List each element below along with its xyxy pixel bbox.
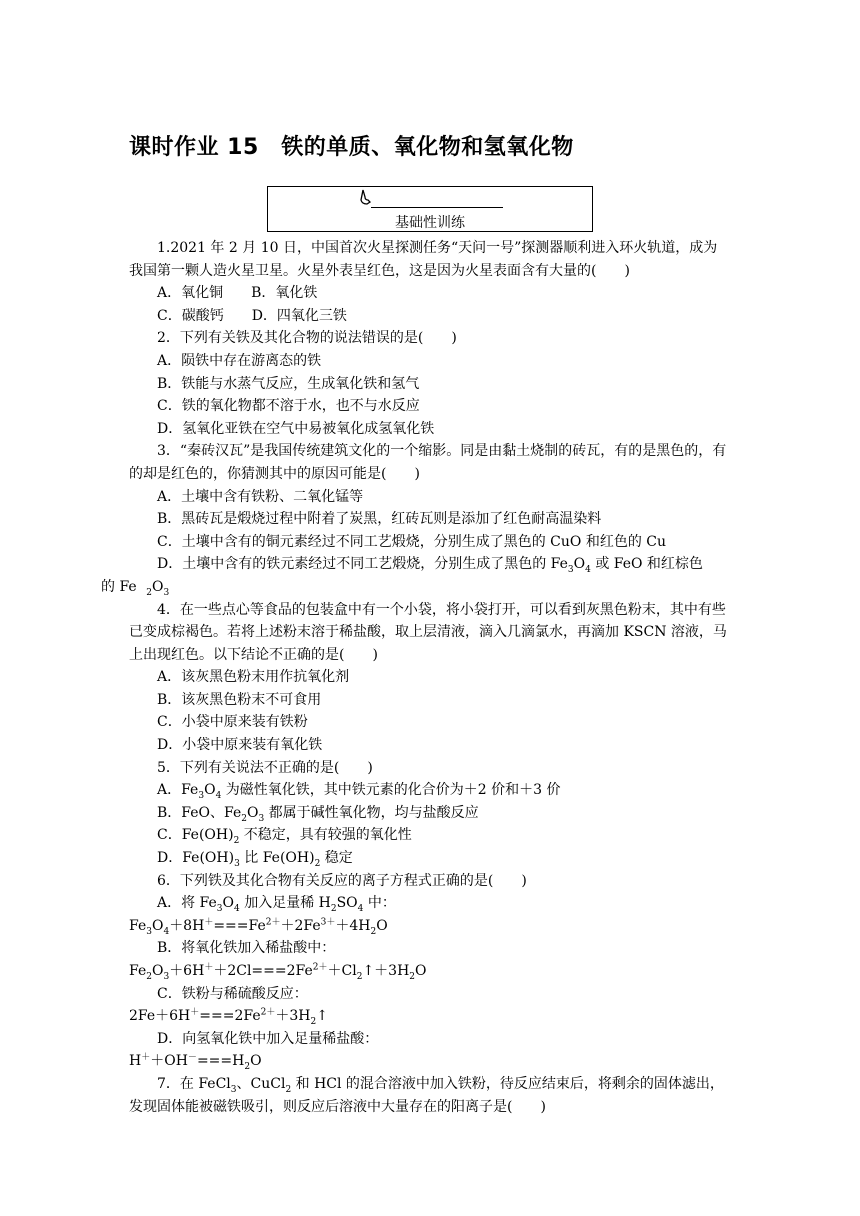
- question-5-option-c: C．$Fe(OH)_2$ 不稳定，具有较强的氧化性: [157, 827, 412, 847]
- question-3-option-d: D．土壤中含有的铁元素经过不同工艺煅烧，分别生成了黑色的 $Fe_3O_4$ 或 FeO 和红棕色 的 Fe $_2O_3$: [101, 556, 703, 598]
- question-2-option-d: D．氢氧化亚铁在空气中易被氧化成氢氧化铁: [157, 420, 435, 437]
- question-5-option-d: D．$Fe(OH)_3$ 比 $Fe(OH)_2$ 稳定: [157, 850, 353, 869]
- question-6-option-a: A．将 $Fe_3O_4$ 加入足量稀 $H_2SO_4$ 中：: [157, 895, 396, 915]
- question-5-option-a: A．$Fe_3O_4$ 为磁性氧化铁，其中铁元素的化合价为＋2 价和＋3 价: [157, 782, 561, 802]
- question-4-option-b: B．该灰黑色粉末不可食用: [157, 691, 322, 708]
- question-6-option-c: C．铁粉与稀硫酸反应：: [157, 985, 308, 1002]
- question-6-equation-c: $2Fe+6H^+===2Fe^{2+}+3H_2↑$: [129, 1007, 328, 1027]
- question-3-option-a: A．土壤中含有铁粉、二氧化锰等: [157, 488, 364, 505]
- section-banner: [267, 186, 593, 232]
- banner-rule: [371, 207, 503, 208]
- question-4-option-d: D．小袋中原来装有氧化铁: [157, 737, 323, 754]
- question-list: [101, 237, 729, 1118]
- question-2-option-c: C．铁的氧化物都不溶于水，也不与水反应: [157, 398, 420, 415]
- question-2-option-b: B．铁能与水蒸气反应，生成氧化铁和氢气: [157, 375, 420, 392]
- page-title: 课时作业 15 铁的单质、氧化物和氢氧化物: [129, 135, 574, 160]
- question-4-stem: 4．在一些点心等食品的包装盒中有一个小袋，将小袋打开，可以看到灰黑色粉末，其中有些已变成棕褐色。若将上述粉末溶于稀盐酸，取上层清液，滴入几滴氯水，再滴加 KSCN 溶液，马上出现红色。以下结论不正确的是( ): [129, 601, 727, 663]
- section-label: 基础性训练: [395, 215, 465, 231]
- question-1-options-ab: A．氧化铜 B．氧化铁: [157, 285, 318, 302]
- question-6-equation-b: $Fe_2O_3+6H^++2Cl===2Fe^{2+}+Cl_2↑+3H_2O$: [129, 962, 427, 982]
- question-4-option-c: C．小袋中原来装有铁粉: [157, 714, 308, 731]
- question-5-stem: 5．下列有关说法不正确的是( ): [157, 759, 373, 776]
- question-2-stem: 2．下列有关铁及其化合物的说法错误的是( ): [157, 330, 457, 347]
- question-6-option-b: B．将氧化铁加入稀盐酸中：: [157, 940, 336, 957]
- question-1-options-cd: C．碳酸钙 D．四氧化三铁: [157, 307, 347, 324]
- question-5-option-b: B．FeO、$Fe_2O_3$ 都属于碱性氧化物，均与盐酸反应: [157, 804, 479, 824]
- question-2-option-a: A．陨铁中存在游离态的铁: [157, 352, 322, 369]
- question-3-option-b: B．黑砖瓦是煅烧过程中附着了炭黑，红砖瓦则是添加了红色耐高温染料: [157, 511, 602, 528]
- question-6-equation-d: $H^++OH^-===H_2O$: [129, 1052, 262, 1073]
- question-7-stem: 7．在 FeCl$_3$、CuCl$_2$ 和 HCl 的混合溶液中加入铁粉，待反应结束后，将剩余的固体滤出，发现固体能被磁铁吸引，则反应后溶液中大量存在的阳离子是( ): [129, 1075, 724, 1115]
- question-3-stem: 3．“秦砖汉瓦”是我国传统建筑文化的一个缩影。同是由黏土烧制的砖瓦，有的是黑色的，有的却是红色的，你猜测其中的原因可能是( ): [129, 443, 727, 482]
- question-6-equation-a: $Fe_3O_4+8H^+===Fe^{2+}+2Fe^{3+}+4H_2O$: [129, 917, 388, 937]
- question-6-stem: 6．下列铁及其化合物有关反应的离子方程式正确的是( ): [157, 872, 527, 889]
- flask-icon: [356, 188, 376, 208]
- question-3-option-c: C．土壤中含有的铜元素经过不同工艺煅烧，分别生成了黑色的 CuO 和红色的 Cu: [157, 533, 666, 550]
- question-1-stem: 1.2021 年 2 月 10 日，中国首次火星探测任务“天问一号”探测器顺利进入环火轨道，成为我国第一颗人造火星卫星。火星外表呈红色，这是因为火星表面含有大量的( ): [129, 240, 718, 279]
- question-4-option-a: A．该灰黑色粉末用作抗氧化剂: [157, 669, 350, 686]
- question-6-option-d: D．向氢氧化铁中加入足量稀盐酸：: [157, 1030, 379, 1047]
